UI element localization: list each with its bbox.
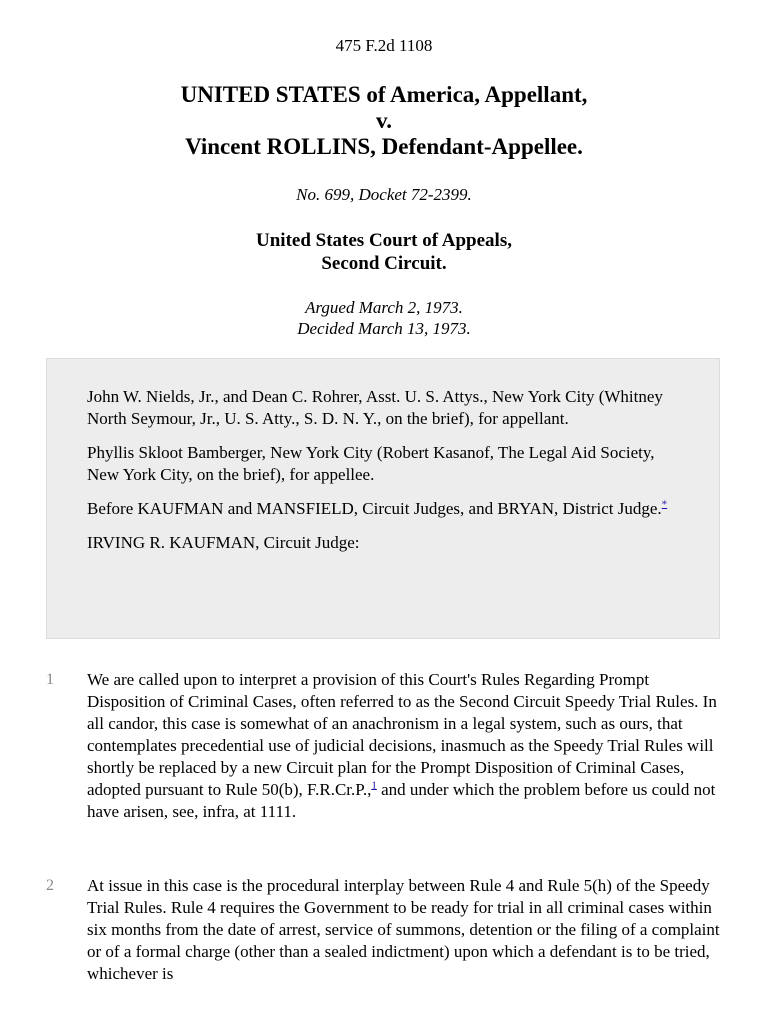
- case-parties: [0, 82, 768, 160]
- paragraph-text-part: and under which the problem before us could not have arisen, see, infra, at 1111.: [87, 780, 716, 821]
- docket-number: No. 699, Docket 72-2399.: [296, 185, 472, 204]
- panel-judges: [87, 498, 679, 520]
- decided-date: Decided March 13, 1973.: [297, 319, 471, 338]
- paragraph-text-part: We are called upon to interpret a provision of this Court's Rules Regarding Prompt Disposition of Criminal Cases, often referred to as the Second Circuit Speedy Trial Rules. In all candor, this case is somewhat of an anachronism in a legal system, such as ours, that contemplates precedential use of judicial decisions, inasmuch as the Speedy Trial Rules will shortly be replaced by a new Circuit plan for the Prompt Disposition of Criminal Cases, adopted pursuant to Rule 50(b), F.R.Cr.P.,: [87, 670, 717, 799]
- panel-judges-text: Before KAUFMAN and MANSFIELD, Circuit Judges, and BRYAN, District Judge.: [87, 499, 662, 518]
- court-name-line-1: United States Court of Appeals,: [256, 230, 512, 251]
- versus-label: v.: [376, 108, 392, 133]
- appellant-party: UNITED STATES of America, Appellant,: [180, 82, 588, 107]
- paragraph-text: [87, 669, 727, 823]
- paragraph-number: 1: [46, 671, 54, 688]
- prelims-box: [46, 358, 720, 639]
- paragraph-text: At issue in this case is the procedural interplay between Rule 4 and Rule 5(h) of the Speedy Trial Rules. Rule 4 requires the Government to be ready for trial in all criminal cases within six months from the date of arrest, service of summons, detention or the filing of a complaint or of a formal charge (other than a sealed indictment) upon which a defendant is to be tried, whichever is: [87, 876, 720, 983]
- court-name-line-2: Second Circuit.: [321, 253, 447, 274]
- court-name: [0, 229, 768, 275]
- opinion-author: IRVING R. KAUFMAN, Circuit Judge:: [87, 533, 360, 552]
- case-dates: [0, 297, 768, 339]
- appellee-party: Vincent ROLLINS, Defendant-Appellee.: [185, 134, 583, 159]
- appellee-counsel: Phyllis Skloot Bamberger, New York City (Robert Kasanof, The Legal Aid Society, New York City, on the brief), for appellee.: [87, 443, 655, 484]
- footnote-link-star[interactable]: *: [661, 498, 668, 511]
- footnote-link-1[interactable]: 1: [371, 779, 377, 792]
- paragraph-number: 2: [46, 877, 54, 894]
- case-citation: 475 F.2d 1108: [335, 36, 433, 55]
- argued-date: Argued March 2, 1973.: [305, 298, 463, 317]
- appellant-counsel: John W. Nields, Jr., and Dean C. Rohrer, Asst. U. S. Attys., New York City (Whitney North Seymour, Jr., U. S. Atty., S. D. N. Y., on the brief), for appellant.: [87, 387, 663, 428]
